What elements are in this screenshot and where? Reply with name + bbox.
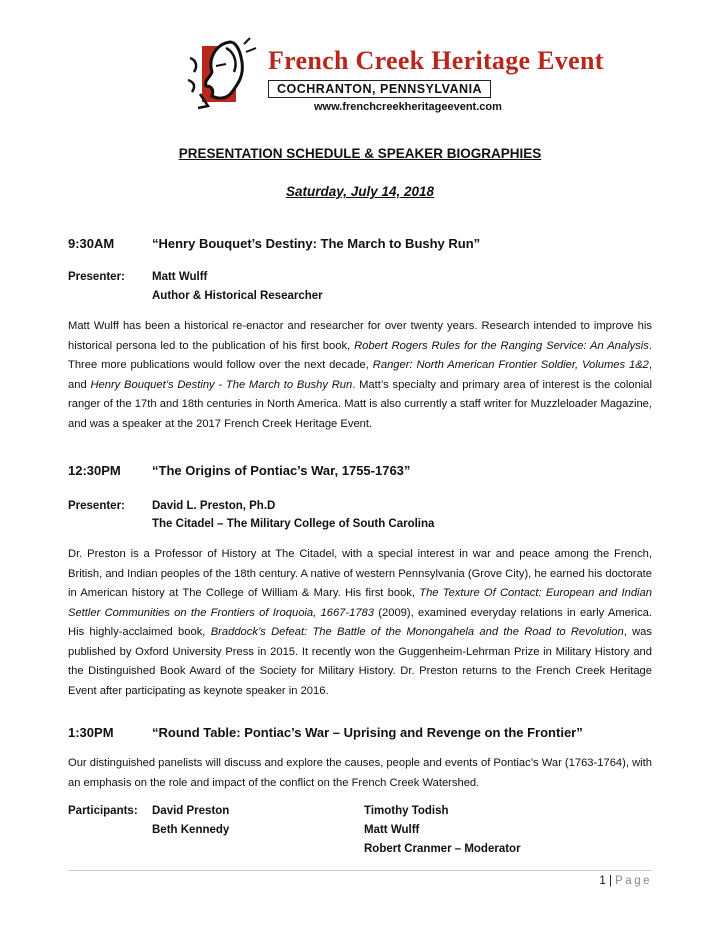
logo-subtitle: COCHRANTON, PENNSYLVANIA (268, 80, 491, 98)
book-title: Braddock’s Defeat: The Battle of the Monongahela and the Road to Revolution (210, 626, 624, 638)
book-title: Ranger: North American Frontier Soldier, Volumes 1&2 (372, 359, 649, 371)
presenter-name: Matt Wulff (152, 271, 208, 283)
session-description: Our distinguished panelists will discuss and explore the causes, people and events of Pontiac’s War (1763-1764), with an emphasis on the role and impact of the conflict on the French Creek Watershed. (68, 757, 652, 789)
presenter-label: Presenter: (68, 271, 125, 283)
logo-emblem-icon (186, 36, 266, 118)
session-title: “Round Table: Pontiac’s War – Uprising and Revenge on the Frontier” (152, 725, 583, 740)
logo-url[interactable]: www.frenchcreekheritageevent.com (314, 101, 502, 113)
participant-name: Beth Kennedy (152, 824, 230, 836)
book-title: Robert Rogers Rules for the Ranging Service: An Analysis (354, 339, 649, 352)
participants-label: Participants: (68, 805, 138, 817)
participant-name: Timothy Todish (364, 805, 449, 817)
session-time: 1:30PM (68, 725, 114, 740)
page-number: 1 (599, 875, 606, 887)
page-separator: | (608, 875, 612, 887)
participant-name: Robert Cranmer – Moderator (364, 843, 521, 855)
page-footer (520, 875, 652, 887)
book-title: The Texture Of Contact: European and Indian Settler Communities on the Frontiers of Iroquoia, 1667-1783 (68, 587, 652, 619)
logo-title: French Creek Heritage Event (268, 46, 604, 75)
session-time: 9:30AM (68, 236, 115, 251)
participant-name: David Preston (152, 805, 230, 817)
document-date: Saturday, July 14, 2018 (285, 184, 435, 199)
speaker-bio: Dr. Preston is a Professor of History at The Citadel, with a special interest in war and peace among the French, British, and Indian peoples of the 18th century. A native of western Pennsylvania (Grove City), he earned his doctorate in American history at The College of William & Mary. His first book, The Texture Of Contact: European and Indian Settler Communities on the Frontiers of Iroquoia, 1667-1783 (2009), examined everyday relations in early America. His highly-acclaimed book, Braddock’s Defeat: The Battle of the Monongahela and the Road to Revolution, was published by Oxford University Press in 2015. It recently won the Guggenheim-Lehrman Prize in Military History and the Distinguished Book Award of the Society for Military History. Dr. Preston returns to the French Creek Heritage Event after participating as keynote speaker in 2016. (68, 548, 652, 697)
participant-name: Matt Wulff (364, 824, 420, 836)
presenter-affiliation: Author & Historical Researcher (152, 290, 323, 302)
speaker-bio: Matt Wulff has been a historical re-enactor and researcher for over twenty years. Research intended to improve his historical persona led to the publication of his first book, Robert Rogers Rules for the Ranging Service: An Analysis. Three more publications would follow over the next decade, Ranger: North American Frontier Soldier, Volumes 1&2, and Henry Bouquet’s Destiny - The March to Bushy Run. Matt’s specialty and primary area of interest is the colonial ranger of the 17th and 18th centuries in North America. Matt is also currently a staff writer for Muzzleloader Magazine, and was a speaker at the 2017 French Creek Heritage Event. (68, 320, 653, 430)
footer-divider (68, 870, 652, 871)
presenter-name: David L. Preston, Ph.D (152, 500, 276, 512)
session-time: 12:30PM (68, 463, 121, 478)
document-title: PRESENTATION SCHEDULE & SPEAKER BIOGRAPHIES (178, 146, 542, 161)
book-title: Henry Bouquet’s Destiny - The March to Bushy Run (90, 378, 353, 391)
presenter-label: Presenter: (68, 500, 125, 512)
page-label: Page (615, 875, 652, 887)
session-title: “Henry Bouquet’s Destiny: The March to Bushy Run” (152, 236, 481, 251)
presenter-affiliation: The Citadel – The Military College of South Carolina (152, 518, 435, 530)
session-title: “The Origins of Pontiac’s War, 1755-1763” (152, 463, 411, 478)
